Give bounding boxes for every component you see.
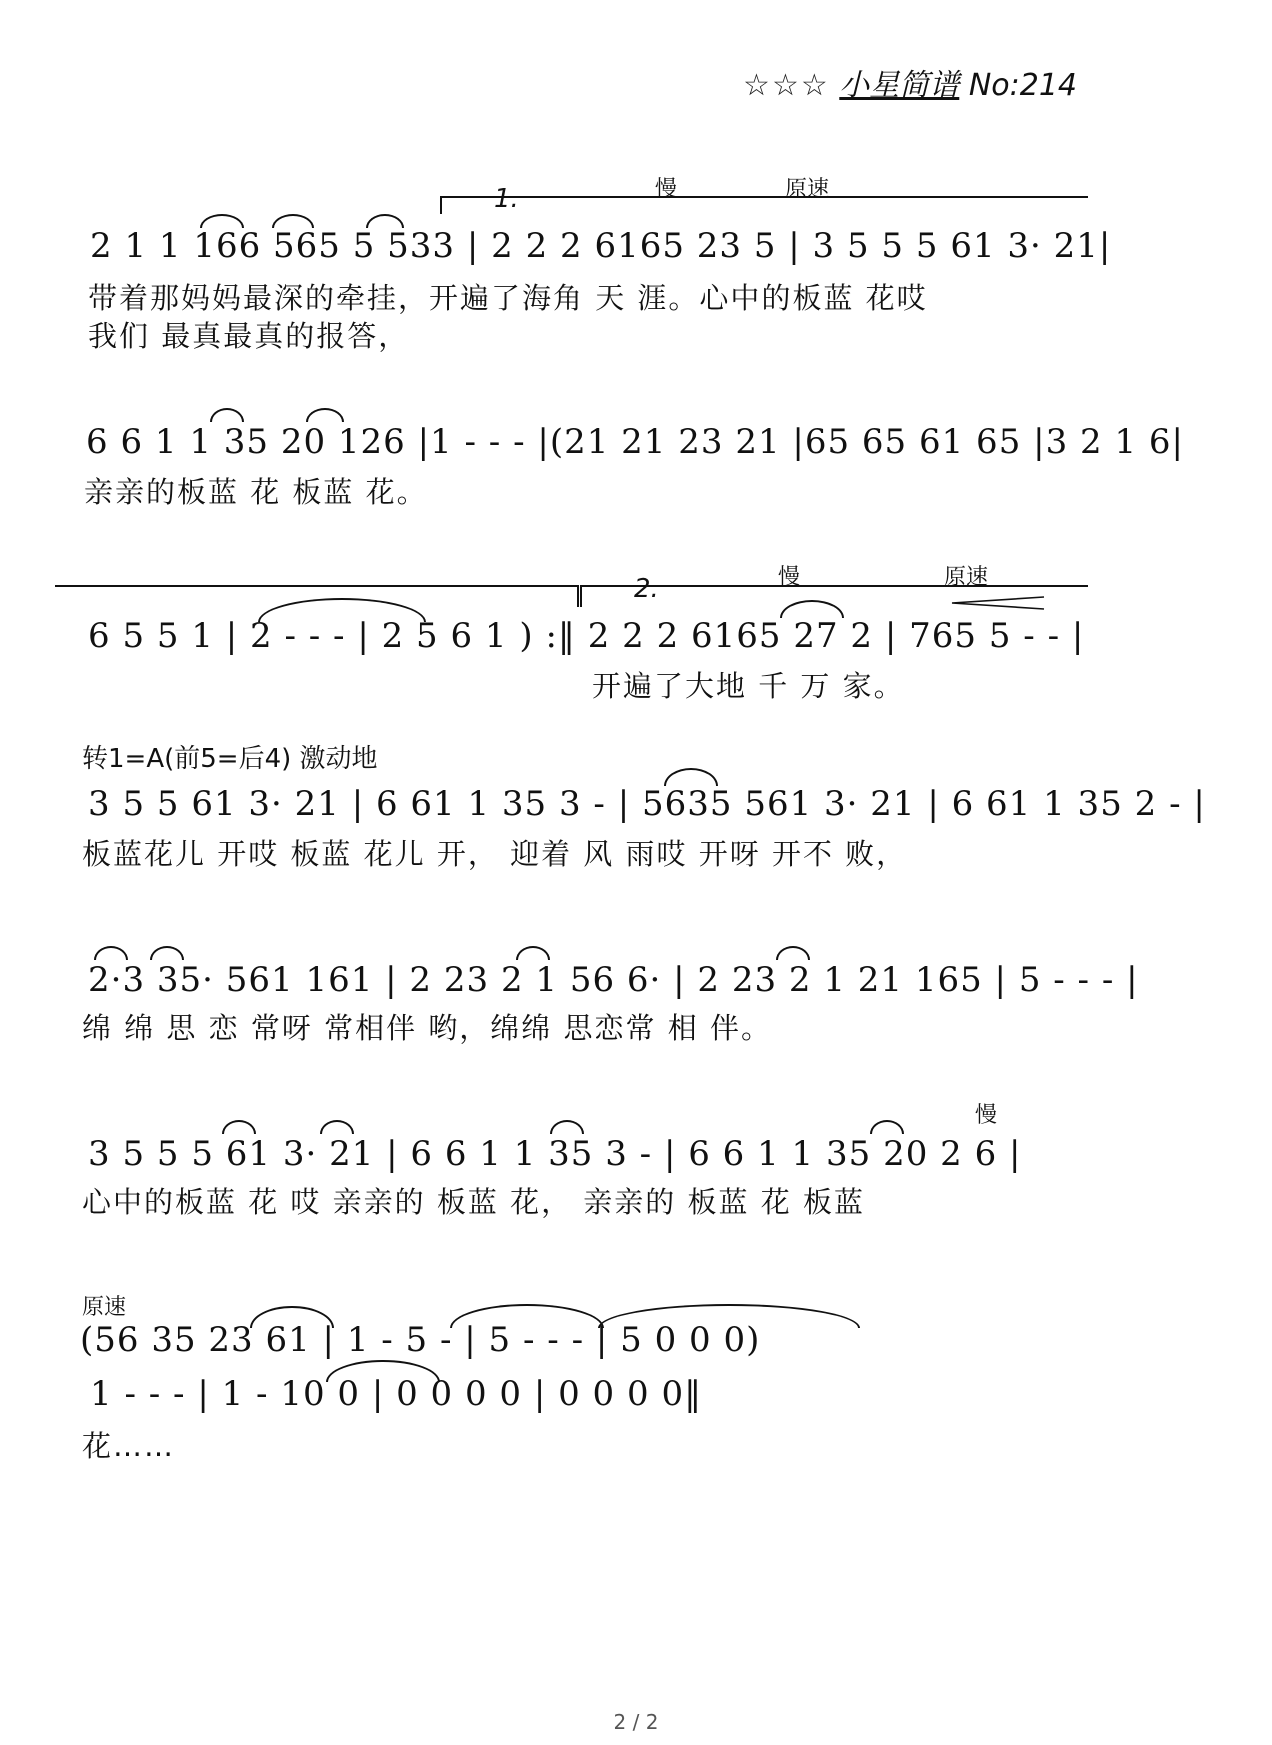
notation-line-7-lower: 1 - - - | 1 - 10 0 | 0 0 0 0 | 0 0 0 0‖ <box>90 1374 703 1414</box>
notation-line-4: 3 5 5 61 3· 21 | 6 61 1 35 3 - | 5635 561 3· 21 | 6 61 1 35 2 - | <box>88 784 1206 824</box>
tempo-slow-3: 慢 <box>975 1103 998 1128</box>
site-name: 小星简谱 <box>839 68 960 103</box>
notation-line-1: 2 1 1 166 565 5 533 | 2 2 2 6165 23 5 | 3 5 5 5 61 3· 21| <box>90 226 1112 266</box>
slur <box>222 1120 256 1134</box>
notation-line-6: 3 5 5 5 61 3· 21 | 6 6 1 1 35 3 - | 6 6 1 1 35 20 2 6 | <box>88 1134 1022 1174</box>
score-number: No:214 <box>968 68 1077 103</box>
notation-line-3: 6 5 5 1 | 2 - - - | 2 5 6 1 ) :‖ 2 2 2 6165 27 2 | 765 5 - - | <box>88 616 1085 656</box>
tempo-slow-2: 慢 <box>778 565 801 590</box>
notation-line-5: 2·3 35· 561 161 | 2 23 2 1 56 6· | 2 23 2 1 21 165 | 5 - - - | <box>88 960 1139 1000</box>
slur <box>776 946 810 960</box>
notation-line-2: 6 6 1 1 35 20 126 |1 - - - |(21 21 23 21 |65 65 61 65 |3 2 1 6| <box>86 422 1184 462</box>
tempo-original-1: 原速 <box>785 177 830 202</box>
tempo-original-2: 原速 <box>944 565 989 590</box>
page-header <box>743 60 1077 104</box>
tempo-original-3: 原速 <box>82 1295 127 1320</box>
lyric-line-3: 开遍了大地 千 万 家。 <box>592 669 905 703</box>
volta-number-2: 2. <box>634 574 659 604</box>
lyric-line-1a: 带着那妈妈最深的牵挂，开遍了海角 天 涯。心中的板蓝 花哎 <box>88 281 928 315</box>
lyric-line-4: 板蓝花儿 开哎 板蓝 花儿 开， 迎着 风 雨哎 开呀 开不 败， <box>82 837 908 871</box>
volta-bracket-1 <box>440 196 1088 198</box>
lyric-line-1b: 我们 最真最真的报答， <box>88 319 410 353</box>
volta-bracket-end-hook <box>577 585 579 607</box>
lyric-line-6: 心中的板蓝 花 哎 亲亲的 板蓝 花， 亲亲的 板蓝 花 板蓝 <box>82 1185 865 1219</box>
volta-number-1: 1. <box>494 184 519 214</box>
slur <box>306 408 344 422</box>
volta-bracket-2-hook <box>580 585 582 607</box>
lyric-line-5: 绵 绵 思 恋 常呀 常相伴 哟，绵绵 思恋常 相 伴。 <box>82 1011 772 1045</box>
lyric-line-2: 亲亲的板蓝 花 板蓝 花。 <box>84 475 428 509</box>
slur <box>516 946 550 960</box>
slur <box>94 946 128 960</box>
notation-line-7-upper: (56 35 23 61 | 1 - 5 - | 5 - - - | 5 0 0 0) <box>80 1320 761 1360</box>
tempo-slow-1: 慢 <box>655 177 678 202</box>
slur <box>150 946 184 960</box>
volta-bracket-end <box>55 585 577 587</box>
page-number: 2 / 2 <box>613 1710 659 1734</box>
lyric-line-7: 花…… <box>82 1429 176 1463</box>
volta-bracket-1-hook <box>440 196 442 214</box>
slur <box>320 1120 354 1134</box>
crescendo-icon <box>950 596 1046 610</box>
slur <box>550 1120 584 1134</box>
slur <box>210 408 244 422</box>
key-change: 转1=A(前5=后4) 激动地 <box>82 744 378 774</box>
star-icon: ☆☆☆ <box>743 68 830 103</box>
slur <box>870 1120 904 1134</box>
